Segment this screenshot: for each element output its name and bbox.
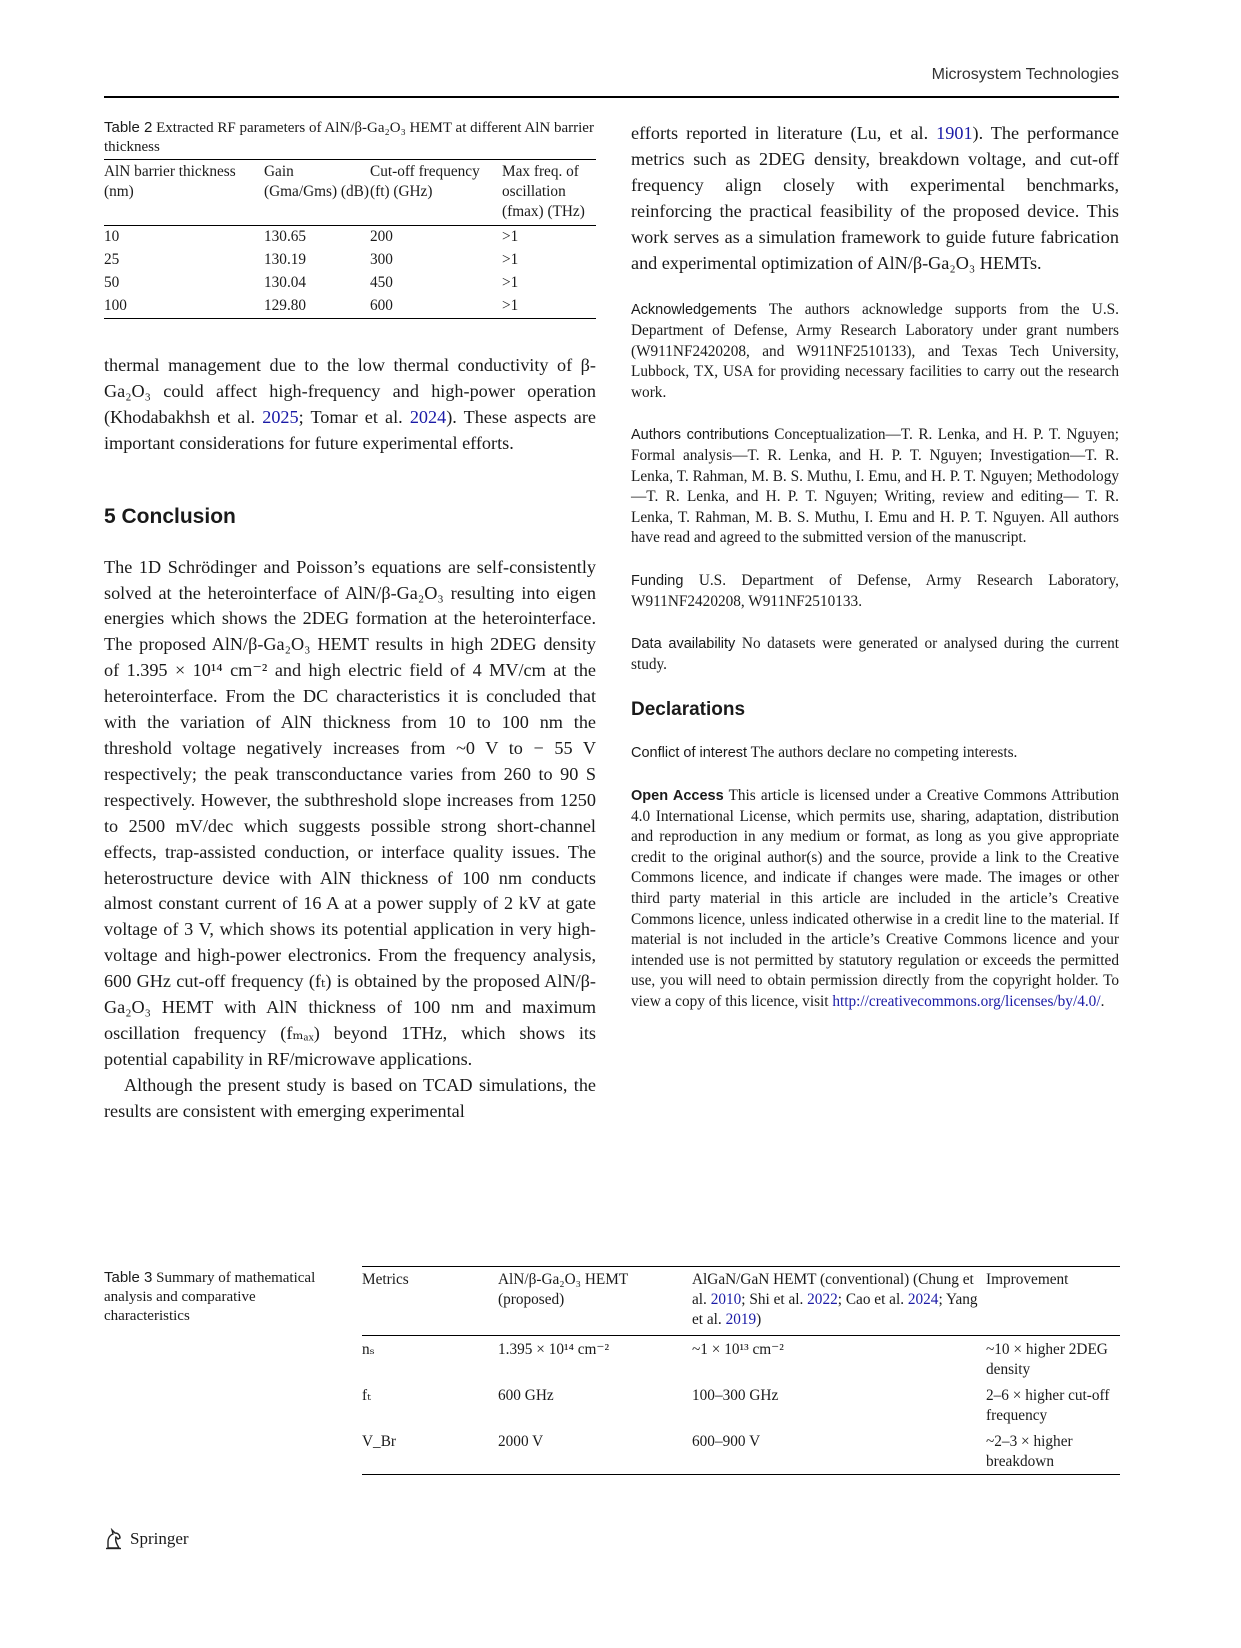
table-cell: 129.80 [264,297,307,314]
table-row [362,1428,1120,1475]
contributions-title: Authors contributions [631,427,769,444]
right-paragraph-efforts [631,121,1119,276]
table-cell: ~10 × higher 2DEG density [986,1341,1108,1378]
publisher-name: Springer [130,1529,189,1548]
table2-header-cell: Cut-off frequency (ft) (GHz) [370,163,480,200]
conclusion-paragraph: Although the present study is based on TCAD simulations, the results are consistent with emerging experimental [104,1074,596,1121]
section-heading-conclusion: 5 Conclusion [104,504,236,528]
table-cell: 2000 V [498,1433,544,1450]
text-run: thermal management due to the low thermal conductivity of β-Ga₂O₃ could affect high-frequency and high-power operation (Khodabakhsh et al. [104,355,596,427]
contributions-text: Conceptualization—T. R. Lenka, and H. P. T. Nguyen; Formal analysis—T. R. Lenka, and H. P. T. Nguyen; Investigation—T. R. Lenka, T. Rahman, M. B. S. Muthu, I. Emu, and H. P. T. Nguyen; Methodology—T. R. Lenka, and H. P. T. Nguyen; Writing, review and editing— T. R. Lenka, T. Rahman, M. B. S. Muthu, I. Emu and H. P. T. Nguyen. All authors have read and agreed to the submitted version of the manuscript. [631,426,1119,547]
table-cell: 300 [370,251,393,268]
table3-header-row [362,1267,1120,1336]
license-link[interactable]: http://creativecommons.org/licenses/by/4.0/ [832,992,1101,1010]
table3-header-cell: Improvement [986,1271,1069,1288]
table3-caption-text: Summary of mathematical analysis and comparative characteristics [104,1270,316,1324]
citation-link[interactable]: 1901 [936,123,973,143]
right-column [631,121,1119,1012]
table-cell: nₛ [362,1341,375,1358]
open-access-section [631,786,1119,1013]
table-cell: >1 [502,228,519,245]
table-cell: 50 [104,274,120,291]
table-cell: 130.65 [264,228,307,245]
declarations-heading: Declarations [631,699,746,721]
table-cell: ~1 × 10¹³ cm⁻² [692,1341,784,1358]
table-cell: V_Br [362,1433,396,1450]
text-run: . [1100,992,1105,1010]
text-run: ) [756,1311,762,1328]
table-cell: 1.395 × 10¹⁴ cm⁻² [498,1341,610,1358]
table3-label: Table 3 [104,1269,153,1286]
table3-header-cell: Metrics [362,1271,409,1288]
table2-header-cell: AlN barrier thickness (nm) [104,163,236,200]
springer-horse-icon [104,1528,124,1550]
table2-label: Table 2 [104,119,153,136]
publisher-footer [104,1528,189,1550]
open-access-text: This article is licensed under a Creative Commons Attribution 4.0 International License, which permits use, sharing, adaptation, distribution and reproduction in any medium or format, as long as you give appropriate credit to the original author(s) and the source, provide a link to the Creative Commons licence, and indicate if changes were made. The images or other third party material in this article are included in the article’s Creative Commons licence, unless indicated otherwise in a credit line to the material. If material is not included in the article’s Creative Commons licence and your intended use is not permitted by statutory regulation or exceeds the permitted use, you will need to obtain permission directly from the copyright holder. To view a copy of this licence, visit [631,786,1119,1010]
conflict-text: The authors declare no competing interests. [750,744,1018,762]
table-cell: 100–300 GHz [692,1387,779,1404]
table-cell: >1 [502,251,519,268]
acknowledgements-title: Acknowledgements [631,302,757,319]
text-run: ). The performance metrics such as 2DEG density, breakdown voltage, and cut-off frequency align closely with experimental benchmarks, reinforcing the practical feasibility of the proposed device. This work serves as a simulation framework to guide future fabrication and experimental optimization of AlN/β-Ga₂O₃ HEMTs. [631,123,1119,273]
table-cell: >1 [502,297,519,314]
table-cell: 10 [104,228,120,245]
text-run: ; Yang et al. [692,1291,978,1328]
table2-header-cell: Max freq. of oscillation (fmax) (THz) [502,163,585,220]
funding-section [631,571,1119,612]
data-availability-text: No datasets were generated or analysed during the current study. [631,635,1119,673]
data-availability-section [631,634,1119,675]
table-row [362,1336,1120,1383]
header-rule [104,96,1119,98]
conclusion-body [104,555,596,1125]
data-availability-title: Data availability [631,636,736,653]
table-cell: 25 [104,251,120,268]
text-run: efforts reported in literature (Lu, et al. [631,123,937,143]
text-run: AlGaN/GaN HEMT (conventional) (Chung et al. [692,1271,974,1308]
table2-header-row [104,160,596,226]
table3-caption [104,1268,336,1326]
table3-header-cell [692,1267,986,1336]
table-row [104,249,596,272]
table-row [104,226,596,250]
citation-link[interactable]: 2022 [807,1291,838,1308]
table-cell: ~2–3 × higher breakdown [986,1433,1073,1470]
citation-link[interactable]: 2024 [907,1291,939,1308]
contributions-section [631,425,1119,549]
text-run: ; Tomar et al. [298,406,410,427]
table-cell: 600 GHz [498,1387,554,1404]
acknowledgements-text: The authors acknowledge supports from the U.S. Department of Defense, Army Research Laboratory under grant numbers (W911NF2420208, and W911NF2510133), and Texas Tech University, Lubbock, TX, USA for providing necessary facilities to carry out the research work. [631,301,1119,401]
table-cell: >1 [502,274,519,291]
open-access-title: Open Access [631,787,724,804]
text-run: ). These aspects are important considerations for future experimental efforts. [104,406,596,453]
left-paragraph-thermal [104,353,596,457]
funding-text: U.S. Department of Defense, Army Research Laboratory, W911NF2420208, W911NF2510133. [631,571,1119,610]
table-cell: fₜ [362,1387,371,1404]
journal-name: Microsystem Technologies [931,66,1119,83]
citation-link[interactable]: 2025 [262,406,299,427]
table-cell: 600 [370,297,393,314]
table3-header-cell: AlN/β-Ga₂O₃ HEMT (proposed) [498,1271,628,1308]
conflict-section [631,743,1119,764]
table-cell: 600–900 V [692,1433,761,1450]
text-run: ; Cao et al. [837,1291,908,1308]
conclusion-paragraph: The 1D Schrödinger and Poisson’s equations are self-consistently solved at the heterointerface of AlN/β-Ga₂O₃ resulting into eigen energies which shows the 2DEG formation at the heterointerface. The proposed AlN/β-Ga₂O₃ HEMT results in high 2DEG density of 1.395 × 10¹⁴ cm⁻² and high electric field of 4 MV/cm at the heterointerface. From the DC characteristics it is concluded that with the variation of AlN thickness from 10 to 100 nm the threshold voltage negatively increases from ~0 V to − 55 V respectively; the peak transconductance varies from 260 to 90 S respectively. However, the subthreshold slope increases from 1250 to 2500 mV/dec which suggests possible strong short-channel effects, trap-assisted conduction, or interface quality issues. The heterostructure device with AlN thickness of 100 nm conducts almost constant current of 16 A at a power supply of 2 kV at gate voltage of 3 V, which shows its potential application in very high-voltage and high-power electronics. From the frequency analysis, 600 GHz cut-off frequency (fₜ) is obtained by the proposed AlN/β-Ga₂O₃ HEMT with AlN thickness of 100 nm and maximum oscillation frequency (fₘₐₓ) beyond 1THz, which shows its potential capability in RF/microwave applications. [104,556,596,1069]
citation-link[interactable]: 2019 [725,1311,757,1328]
acknowledgements-section [631,300,1119,403]
table-row [104,272,596,295]
conflict-title: Conflict of interest [631,745,748,762]
table-cell: 130.19 [264,251,307,268]
table2-caption-text: Extracted RF parameters of AlN/β-Ga₂O₃ HEMT at different AlN barrier thickness [104,120,594,155]
table-row [104,295,596,319]
citation-link[interactable]: 2010 [710,1291,742,1308]
table-row [362,1382,1120,1428]
table-cell: 450 [370,274,393,291]
table2-caption [104,118,596,157]
table-cell: 130.04 [264,274,307,291]
funding-title: Funding [631,572,684,589]
citation-link[interactable]: 2024 [409,406,447,427]
table-cell: 100 [104,297,127,314]
table2 [104,159,596,319]
table-cell: 2–6 × higher cut-off frequency [986,1387,1110,1424]
text-run: ; Shi et al. [741,1291,808,1308]
table-cell: 200 [370,228,393,245]
left-column [104,118,596,1125]
table3 [362,1266,1120,1475]
table2-header-cell: Gain (Gma/Gms) (dB) [264,163,369,200]
